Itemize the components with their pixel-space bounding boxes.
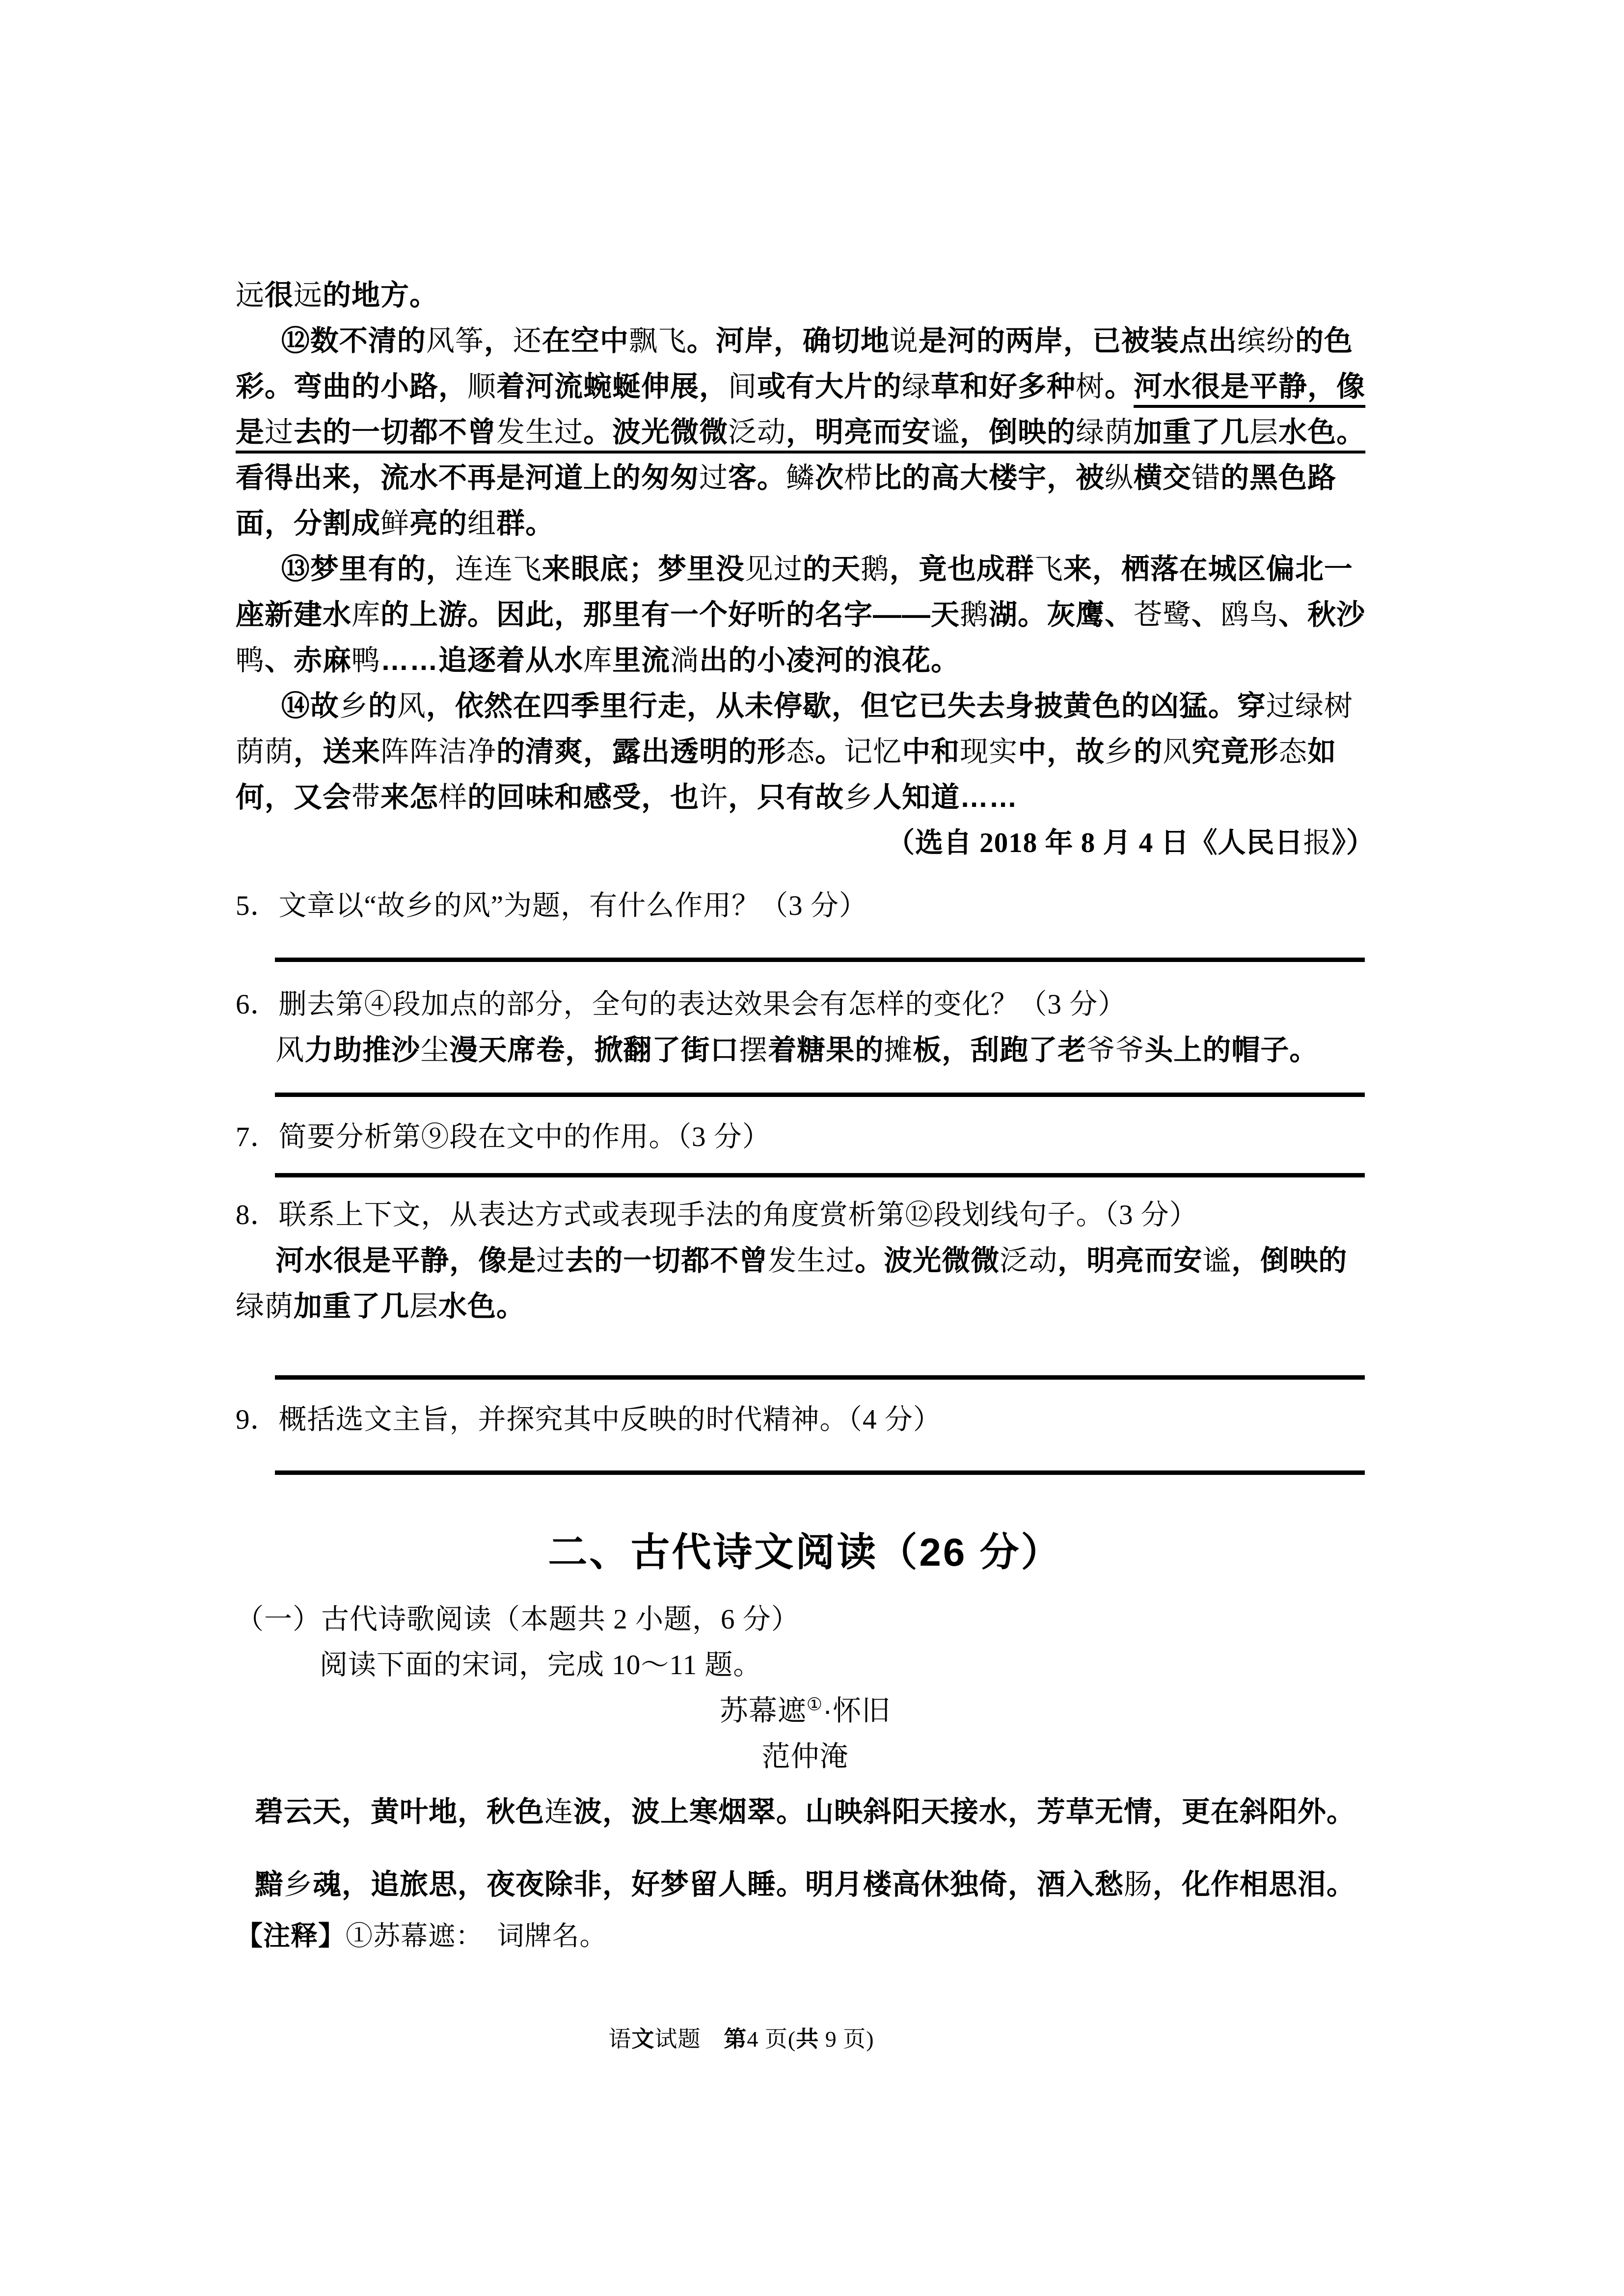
answer-line bbox=[275, 958, 1365, 962]
passage-attribution: （选自 2018 年 8 月 4 日《人民日报》） bbox=[887, 828, 1375, 858]
poem-line-2: 黯乡魂，追旅思，夜夜除非，好梦留人睡。明月楼高休独倚，酒入愁肠，化作相思泪。 bbox=[254, 1869, 1356, 1900]
answer-line bbox=[275, 1375, 1365, 1380]
question-9 bbox=[236, 1397, 1375, 1442]
section-2-subsection-heading: （一）古代诗歌阅读（本题共 2 小题，6 分） bbox=[236, 1604, 800, 1635]
section-2-heading: 二、古代诗文阅读（26 分） bbox=[548, 1530, 1062, 1574]
poem-line-1: 碧云天，黄叶地，秋色连波，波上寒烟翠。山映斜阳天接水，芳草无情，更在斜阳外。 bbox=[254, 1796, 1356, 1828]
question-8 bbox=[236, 1192, 1375, 1238]
question-6-number: 6． bbox=[236, 989, 279, 1020]
poem-title-main: 苏幕遮 bbox=[719, 1695, 807, 1727]
answer-line bbox=[275, 1470, 1365, 1475]
answer-line bbox=[275, 1173, 1365, 1177]
question-9-text: 概括选文主旨，并探究其中反映的时代精神。（4 分） bbox=[278, 1404, 942, 1435]
question-5-number: 5． bbox=[236, 890, 279, 921]
passage-paragraph-12: ⑫数不清的风筝，还在空中飘飞。河岸，确切地说是河的两岸，已被装点出缤纷的色彩。弯曲的小路，顺着河流蜿蜒伸展，间或有大片的绿草和好多种树。河水很是平静，像是过去的一切都不曾发生过。波光微微泛动，明亮而安谧，倒映的绿荫加重了几层水色。看得出来，流水不再是河道上的匆匆过客。鳞次栉比的高大楼宇，被纵横交错的黑色路面，分割成鲜亮的组群。 bbox=[236, 325, 1366, 539]
poem-title bbox=[236, 1688, 1375, 1734]
question-8-number: 8． bbox=[236, 1200, 279, 1230]
passage-remnant-line: 远很远的地方。 bbox=[236, 279, 439, 311]
question-6 bbox=[236, 982, 1375, 1027]
question-7 bbox=[236, 1114, 1375, 1160]
poem-footnote: 【注释】①苏幕遮： 词牌名。 bbox=[236, 1921, 607, 1951]
question-5 bbox=[236, 883, 1375, 929]
question-8-text: 联系上下文，从表达方式或表现手法的角度赏析第⑫段划线句子。（3 分） bbox=[278, 1200, 1198, 1230]
poem-intro: 阅读下面的宋词，完成 10～11 题。 bbox=[320, 1650, 762, 1681]
question-7-number: 7． bbox=[236, 1121, 279, 1152]
answer-line bbox=[275, 1093, 1365, 1097]
poem-title-note-marker: ① bbox=[806, 1694, 823, 1714]
question-7-text: 简要分析第⑨段在文中的作用。（3 分） bbox=[278, 1121, 771, 1152]
question-8-quoted-sentence: 河水很是平静，像是过去的一切都不曾发生过。波光微微泛动，明亮而安谧，倒映的绿荫加重了几层水色。 bbox=[236, 1245, 1348, 1322]
question-5-text: 文章以“故乡的风”为题，有什么作用？（3 分） bbox=[278, 890, 867, 921]
passage-paragraph-13: ⑬梦里有的，连连飞来眼底；梦里没见过的天鹅，竟也成群飞来，栖落在城区偏北一座新建水库的上游。因此，那里有一个好听的名字——天鹅湖。灰鹰、苍鹭、鸥鸟、秋沙鸭、赤麻鸭……追逐着从水库里流淌出的小凌河的浪花。 bbox=[236, 553, 1366, 676]
poem-title-subtitle: ·怀旧 bbox=[822, 1695, 891, 1727]
question-6-text: 删去第④段加点的部分，全句的表达效果会有怎样的变化？（3 分） bbox=[278, 989, 1127, 1020]
page-footer: 语文试题 第4 页(共 9 页) bbox=[608, 2027, 874, 2052]
poem-author: 范仲淹 bbox=[761, 1740, 849, 1772]
question-6-quoted-sentence: 风力助推沙尘漫天席卷，掀翻了街口摆着糖果的摊板，刮跑了老爷爷头上的帽子。 bbox=[275, 1034, 1319, 1066]
passage-paragraph-14: ⑭故乡的风，依然在四季里行走，从未停歇，但它已失去身披黄色的凶猛。穿过绿树荫荫，送来阵阵洁净的清爽，露出透明的形态。记忆中和现实中，故乡的风究竟形态如何，又会带来怎样的回味和感受，也许，只有故乡人知道…… bbox=[236, 690, 1353, 813]
question-9-number: 9． bbox=[236, 1404, 279, 1435]
